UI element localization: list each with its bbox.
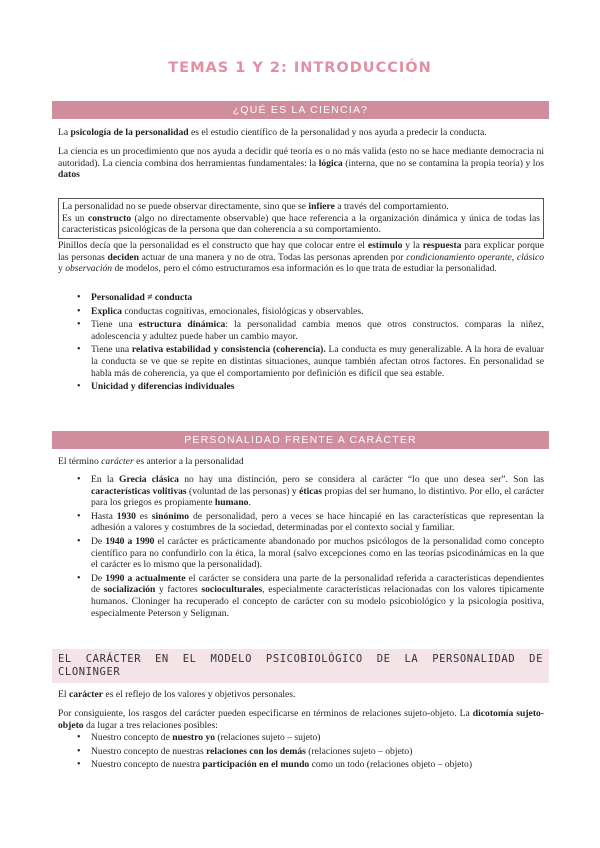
list-item: • Personalidad ≠ conducta bbox=[58, 292, 544, 304]
list-item: • Tiene una estructura dinámica: la personalidad cambia menos que otros constructos. comparas la niñez, adolescencia y adultez puede haber un cambio mayor. bbox=[58, 319, 544, 342]
paragraph-psicologia: La psicología de la personalidad es el estudio científico de la personalidad y nos ayuda a predecir la conducta. bbox=[58, 127, 487, 138]
paragraph-ciencia: La ciencia es un procedimiento que nos ayuda a decidir qué teoría es o no más valida (esto no se hace mediante democracia ni autoridad). La ciencia combina dos herramientas fundamentales: la lógica (interna, que no se contamina la propia teoría) y los datos bbox=[58, 146, 544, 181]
list-item: • Explica conductas cognitivas, emocionales, fisiológicas y observables. bbox=[58, 306, 544, 318]
box-line-constructo: Es un constructo (algo no directamente observable) que hace referencia a la organización dinámica y única de todas las características psicológicas de la persona que dan coherencia a su comportamiento. bbox=[62, 212, 540, 236]
paragraph-pinillos: Pinillos decía que la personalidad es el constructo que hay que colocar entre el estímulo y la respuesta para explicar porque las personas deciden actuar de una manera y no de otra. Todas las personas aprenden por condicionamiento operante, clásico y observación de modelos, pero el cómo estructuramos esa información es lo que trata de estudiar la personalidad. bbox=[58, 240, 545, 275]
list-item: • En la Grecia clásica no hay una distinción, pero se considera al carácter “lo que uno desea ser”. Son las características volitivas (voluntad de las personas) y éticas propias del ser humano, lo distintivo. Por ello, el carácter para los griegos es propiamente humano. bbox=[58, 474, 544, 509]
list-item: • Unicidad y diferencias individuales bbox=[58, 381, 544, 393]
section-heading-caracter: PERSONALIDAD FRENTE A CARÁCTER bbox=[52, 431, 549, 449]
character-history-list bbox=[58, 474, 544, 621]
paragraph-dicotomia: Por consiguiente, los rasgos del carácter pueden especificarse en términos de relaciones sujeto-objeto. La dicotomía sujeto-objeto da lugar a tres relaciones posibles: bbox=[58, 708, 545, 731]
paragraph-caracter: El carácter es el reflejo de los valores y objetivos personales. bbox=[58, 689, 296, 700]
section-heading-cloninger: EL CARÁCTER EN EL MODELO PSICOBIOLÓGICO DE LA PERSONALIDAD DE CLONINGER bbox=[52, 649, 549, 683]
list-item: • De 1940 a 1990 el carácter es prácticamente abandonado por muchos psicólogos de la personalidad como concepto científico para no confundirlo con la ética, la moral (salvo excepciones como en las teorías psicodinámicas en la que el carácter es lo mismo que la personalidad). bbox=[58, 536, 544, 571]
personality-features-list bbox=[58, 292, 544, 395]
definition-box bbox=[58, 198, 544, 239]
page-title: TEMAS 1 Y 2: INTRODUCCIÓN bbox=[168, 60, 432, 76]
list-item: • Nuestro concepto de nuestra participación en el mundo como un todo (relaciones objeto – objeto) bbox=[58, 759, 544, 771]
relations-list bbox=[58, 732, 544, 773]
paragraph-termino: El término carácter es anterior a la personalidad bbox=[58, 456, 244, 467]
box-line-infiere: La personalidad no se puede observar directamente, sino que se infiere a través del comportamiento. bbox=[62, 201, 449, 212]
list-item: • De 1990 a actualmente el carácter se considera una parte de la personalidad referida a características dependientes de socialización y factores socioculturales, especialmente características relacionadas con los valores típicamente humanos. Cloninger ha recuperado el concepto de carácter con su modelo psicobiológico y la psicología positiva, especialmente Peterson y Seligman. bbox=[58, 573, 544, 619]
section-heading-ciencia: ¿QUÉ ES LA CIENCIA? bbox=[52, 101, 549, 119]
list-item: • Tiene una relativa estabilidad y consistencia (coherencia). La conducta es muy generalizable. A la hora de evaluar la conducta se ve que se repite en distintas situaciones, aunque también afectan otros factores. En personalidad se habla más de coherencia, ya que el comportamiento por definición es difícil que sea estable. bbox=[58, 344, 544, 379]
list-item: • Nuestro concepto de nuestro yo (relaciones sujeto – sujeto) bbox=[58, 732, 544, 744]
list-item: • Hasta 1930 es sinónimo de personalidad, pero a veces se hace hincapié en las características que representan la adhesión a valores y costumbres de la sociedad, determinadas por el contexto social y familiar. bbox=[58, 511, 544, 534]
list-item: • Nuestro concepto de nuestras relaciones con los demás (relaciones sujeto – objeto) bbox=[58, 746, 544, 758]
